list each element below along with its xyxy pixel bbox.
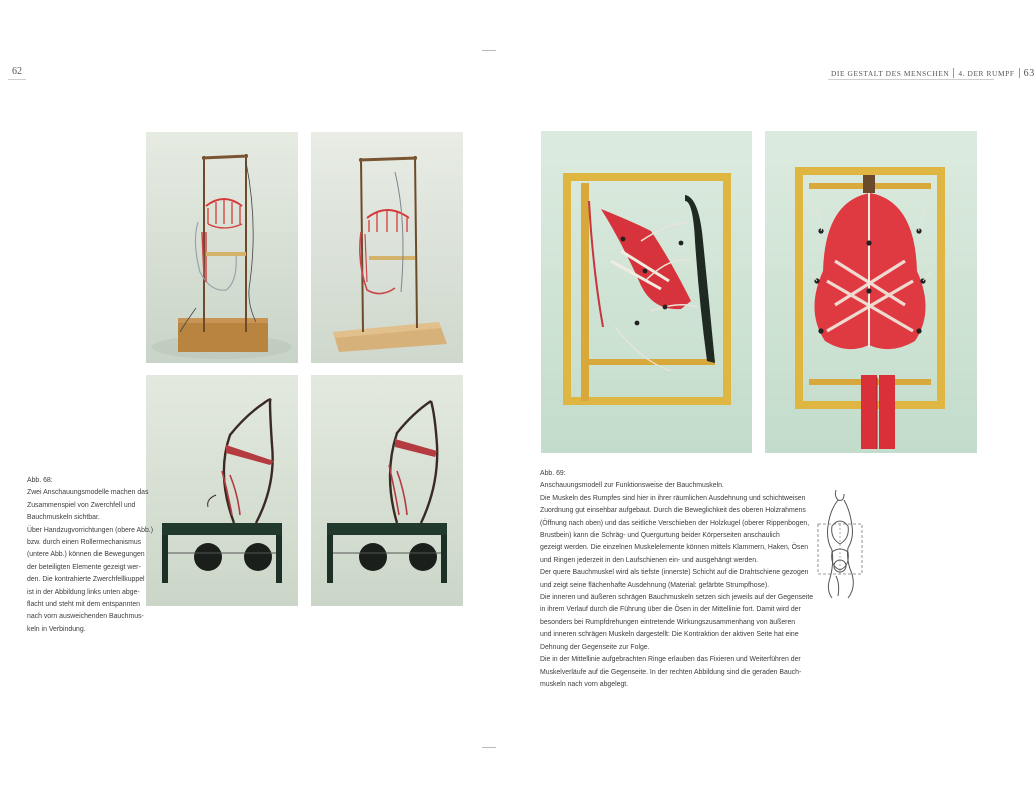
- caption-line: (Öffnung nach oben) und das seitliche Verschieben der Holzkugel (oberer Rippenbogen,: [540, 519, 810, 527]
- caption-line: in ihrem Verlauf durch die Führung über die Ösen in der Mittellinie fort. Damit wird der: [540, 606, 801, 614]
- caption-line: flacht und steht mit dem entspannten: [27, 601, 140, 609]
- photo-abdominal-model-front: [765, 131, 977, 453]
- caption-line: keln in Verbindung.: [27, 625, 86, 633]
- figure-68-caption: [27, 475, 153, 636]
- caption-line: Dehnung der Gegenseite zur Folge.: [540, 643, 650, 651]
- right-header-rule: [828, 79, 994, 80]
- torso-sketch-illustration: [808, 486, 872, 604]
- caption-line: gezeigt werden. Die einzelnen Muskelelemente können mittels Klammern, Haken, Ösen: [540, 544, 809, 552]
- caption-line: bzw. durch einen Rollermechanismus: [27, 539, 142, 547]
- caption-line: Bauchmuskeln sichtbar.: [27, 514, 100, 522]
- caption-line: Zuordnung gut einsehbar aufgebaut. Durch die Beweglichkeit des oberen Holzrahmens: [540, 507, 806, 515]
- caption-line: und Ringen jederzeit in den Laufschienen ein- und ausgehängt werden.: [540, 556, 758, 564]
- caption-line: besonders bei Rumpfdrehungen eintretende Wirkungszusammenhang von äußeren: [540, 618, 796, 626]
- caption-line: Die in der Mittellinie aufgebrachten Ringe erlauben das Fixieren und Weiterführen der: [540, 656, 801, 664]
- figure-69-label: Abb. 69:: [540, 470, 566, 477]
- photo-abdominal-model-side: [541, 131, 752, 453]
- caption-line: Anschauungsmodell zur Funktionsweise der Bauchmuskeln.: [540, 482, 724, 490]
- running-title: DIE GESTALT DES MENSCHEN: [831, 69, 950, 78]
- figure-69-caption: [540, 468, 813, 691]
- photo-diaphragm-model-roller-left: [146, 375, 298, 606]
- caption-line: und inneren schrägen Muskeln dargestellt: Die Kontraktion der aktiven Seite hat eine: [540, 631, 799, 639]
- caption-line: ist in der Abbildung links unten abge-: [27, 588, 140, 596]
- right-page-number: 63: [1023, 68, 1035, 79]
- bottom-gutter-mark: [482, 747, 496, 748]
- caption-line: Muskelverläufe auf die Gegenseite. In der rechten Abbildung sind die geraden Bauch-: [540, 668, 802, 676]
- caption-line: (untere Abb.) können die Bewegungen: [27, 551, 145, 559]
- running-chapter: 4. DER RUMPF: [958, 69, 1015, 78]
- caption-line: Über Handzugvorrichtungen (obere Abb.): [27, 526, 154, 534]
- left-header-rule: [8, 79, 26, 80]
- caption-line: der beteiligten Elemente gezeigt wer-: [27, 563, 141, 571]
- caption-line: Die Muskeln des Rumpfes sind hier in ihrer räumlichen Ausdehnung und schichtweisen: [540, 494, 806, 502]
- running-header: [831, 68, 1035, 79]
- caption-line: und zeigt seine flächenhafte Ausdehnung (Material: gefärbte Strumpfhose).: [540, 581, 770, 589]
- photo-diaphragm-model-roller-right: [311, 375, 463, 606]
- left-page-number: 62: [12, 66, 22, 77]
- caption-line: muskeln nach vorn abgelegt.: [540, 680, 629, 688]
- header-separator: [953, 68, 954, 78]
- top-gutter-mark: [482, 50, 496, 51]
- header-separator: [1019, 68, 1020, 78]
- caption-line: Zusammenspiel von Zwerchfell und: [27, 501, 136, 509]
- caption-line: nach vorn ausweichenden Bauchmus-: [27, 613, 144, 621]
- caption-line: Brustbein) kann die Schräg- und Quergurtung beider Körperseiten anschaulich: [540, 532, 780, 540]
- photo-diaphragm-model-pull-left: [146, 132, 298, 363]
- caption-line: Der quere Bauchmuskel wird als tiefste (innerste) Schicht auf die Drahtschiene gezogen: [540, 569, 809, 577]
- figure-68-label: Abb. 68:: [27, 477, 53, 484]
- photo-diaphragm-model-pull-right: [311, 132, 463, 363]
- caption-line: Zwei Anschauungsmodelle machen das: [27, 489, 149, 497]
- caption-line: Die inneren und äußeren schrägen Bauchmuskeln setzen sich jeweils auf der Gegenseite: [540, 594, 814, 602]
- caption-line: den. Die kontrahierte Zwerchfellkuppel: [27, 576, 145, 584]
